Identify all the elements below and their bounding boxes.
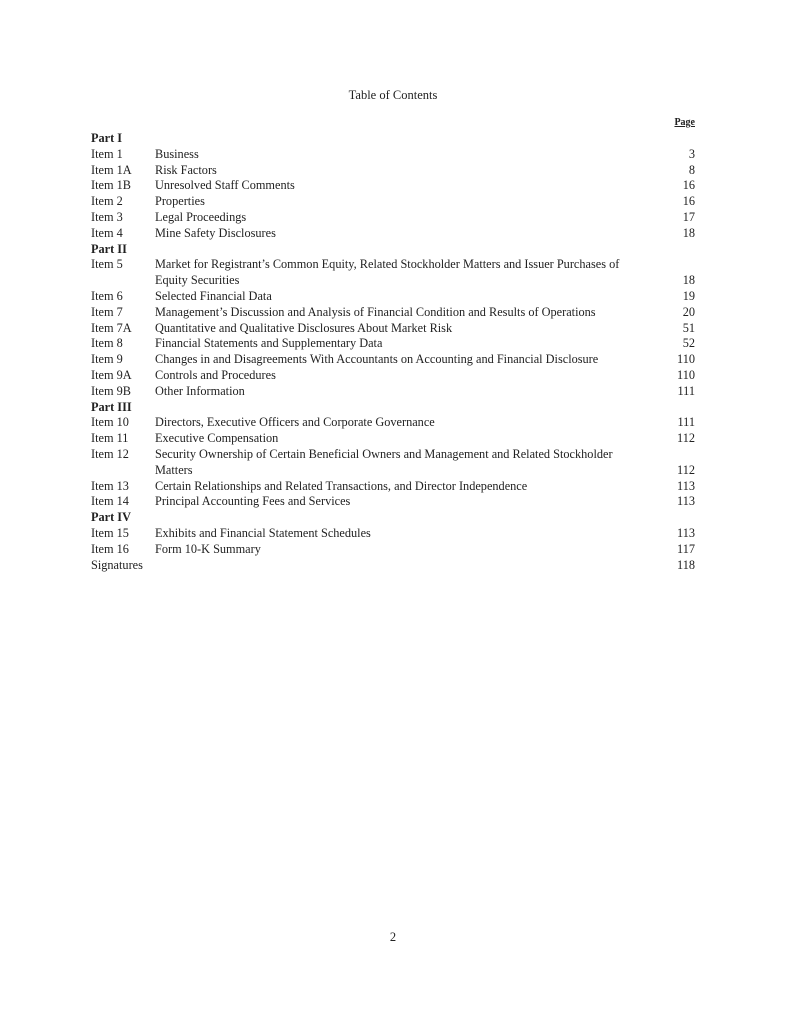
toc-page-number: 20 [682, 304, 695, 319]
toc-item-title: Other Information [155, 383, 245, 398]
toc-page-number: 113 [677, 478, 695, 493]
toc-item-title: Management’s Discussion and Analysis of Financial Condition and Results of Operations [155, 304, 596, 319]
toc-page-number: 113 [677, 494, 695, 509]
page-number: 2 [389, 930, 397, 944]
toc-item-number: Item 9 [91, 352, 123, 367]
toc-item-title: Mine Safety Disclosures [155, 225, 276, 240]
toc-item-number: Item 12 [91, 446, 129, 461]
toc-entry[interactable] [91, 194, 695, 210]
toc-entry[interactable] [91, 289, 695, 305]
part-label: Part II [91, 241, 127, 256]
toc-entry[interactable] [91, 321, 695, 337]
toc-item-number: Item 9B [91, 383, 131, 398]
toc-entry[interactable] [91, 163, 695, 179]
toc-page-number: 117 [677, 541, 695, 556]
toc-item-number: Item 4 [91, 225, 123, 240]
toc-item-number: Item 3 [91, 209, 123, 224]
toc-item-number: Item 1 [91, 146, 123, 161]
toc-item-title: Principal Accounting Fees and Services [155, 494, 351, 509]
toc-item-title: Quantitative and Qualitative Disclosures About Market Risk [155, 320, 453, 335]
toc-entry[interactable] [91, 368, 695, 384]
toc-item-title: Properties [155, 194, 205, 209]
toc-item-title: Selected Financial Data [155, 288, 272, 303]
toc-item-title: Directors, Executive Officers and Corporate Governance [155, 415, 435, 430]
toc-item-number: Item 6 [91, 288, 123, 303]
toc-item-number: Item 8 [91, 336, 123, 351]
toc-page-number: 110 [677, 367, 695, 382]
part-heading [91, 400, 695, 416]
toc-item-number: Item 7A [91, 320, 132, 335]
toc-entry[interactable] [91, 352, 695, 368]
part-label: Part I [91, 131, 123, 145]
toc-entry[interactable] [91, 210, 695, 226]
toc-entry[interactable] [91, 542, 695, 558]
toc-item-number: Item 1B [91, 178, 131, 193]
toc-item-number: Item 16 [91, 541, 129, 556]
toc-entry[interactable] [91, 178, 695, 194]
toc-item-title: Market for Registrant’s Common Equity, Related Stockholder Matters and Issuer Purchases of Equity Securities [155, 257, 620, 288]
toc-page-number: 18 [682, 273, 695, 288]
toc-item-number: Item 13 [91, 478, 129, 493]
toc-page-number: 8 [688, 162, 695, 177]
toc-item-title: Exhibits and Financial Statement Schedules [155, 525, 371, 540]
toc-page-number: 118 [677, 557, 695, 572]
toc-entry[interactable] [91, 494, 695, 510]
toc-page-number: 112 [677, 462, 695, 477]
toc-entry[interactable] [91, 415, 695, 431]
toc-entry[interactable] [91, 226, 695, 242]
part-label: Part IV [91, 510, 131, 525]
toc-page-number: 111 [677, 415, 695, 430]
toc-entry[interactable] [91, 526, 695, 542]
page-title: Table of Contents [348, 88, 438, 102]
toc-page-number: 113 [677, 525, 695, 540]
page-column-header: Page [674, 117, 695, 128]
toc-item-title: Security Ownership of Certain Beneficial Owners and Management and Related Stockholder Matters [155, 446, 613, 477]
toc-page-number: 18 [682, 225, 695, 240]
toc-item-title: Financial Statements and Supplementary Data [155, 336, 383, 351]
toc-entry[interactable] [91, 305, 695, 321]
part-heading [91, 131, 695, 147]
part-heading [91, 242, 695, 258]
toc-item-title [155, 558, 655, 574]
toc-item-title: Unresolved Staff Comments [155, 178, 295, 193]
toc-item-title: Executive Compensation [155, 431, 279, 446]
toc-page-number: 112 [677, 431, 695, 446]
toc-entry[interactable] [91, 384, 695, 400]
toc-page-number: 110 [677, 352, 695, 367]
toc-item-number: Item 14 [91, 494, 129, 509]
toc-item-title: Business [155, 146, 199, 161]
toc-item-title: Changes in and Disagreements With Accountants on Accounting and Financial Disclosure [155, 352, 599, 367]
toc-item-title: Controls and Procedures [155, 367, 276, 382]
toc-entry[interactable] [91, 479, 695, 495]
toc-page-number: 52 [682, 336, 695, 351]
toc-item-title: Legal Proceedings [155, 209, 247, 224]
toc-entry[interactable] [91, 257, 695, 289]
toc-entry[interactable] [91, 336, 695, 352]
toc-entry[interactable] [91, 431, 695, 447]
toc-page-number: 17 [682, 209, 695, 224]
toc-item-title: Certain Relationships and Related Transactions, and Director Independence [155, 478, 528, 493]
toc-entry[interactable] [91, 147, 695, 163]
toc-page-number: 111 [677, 383, 695, 398]
toc-entry[interactable] [91, 447, 695, 479]
toc-item-title: Risk Factors [155, 162, 217, 177]
toc-item-number: Signatures [91, 557, 143, 572]
toc-page-number: 51 [682, 320, 695, 335]
toc-item-number: Item 10 [91, 415, 129, 430]
toc-page-number: 16 [682, 178, 695, 193]
toc-page-number: 16 [682, 194, 695, 209]
part-heading [91, 510, 695, 526]
toc-item-number: Item 15 [91, 525, 129, 540]
toc-item-number: Item 7 [91, 304, 123, 319]
toc-page-number: 3 [688, 146, 695, 161]
toc-item-number: Item 1A [91, 162, 132, 177]
toc-entry[interactable] [91, 558, 695, 574]
table-of-contents [91, 131, 695, 573]
toc-item-number: Item 2 [91, 194, 123, 209]
toc-item-number: Item 11 [91, 431, 129, 446]
toc-page-number: 19 [682, 288, 695, 303]
toc-item-title: Form 10-K Summary [155, 541, 261, 556]
toc-item-number: Item 9A [91, 367, 132, 382]
part-label: Part III [91, 399, 132, 414]
toc-item-number: Item 5 [91, 257, 123, 272]
